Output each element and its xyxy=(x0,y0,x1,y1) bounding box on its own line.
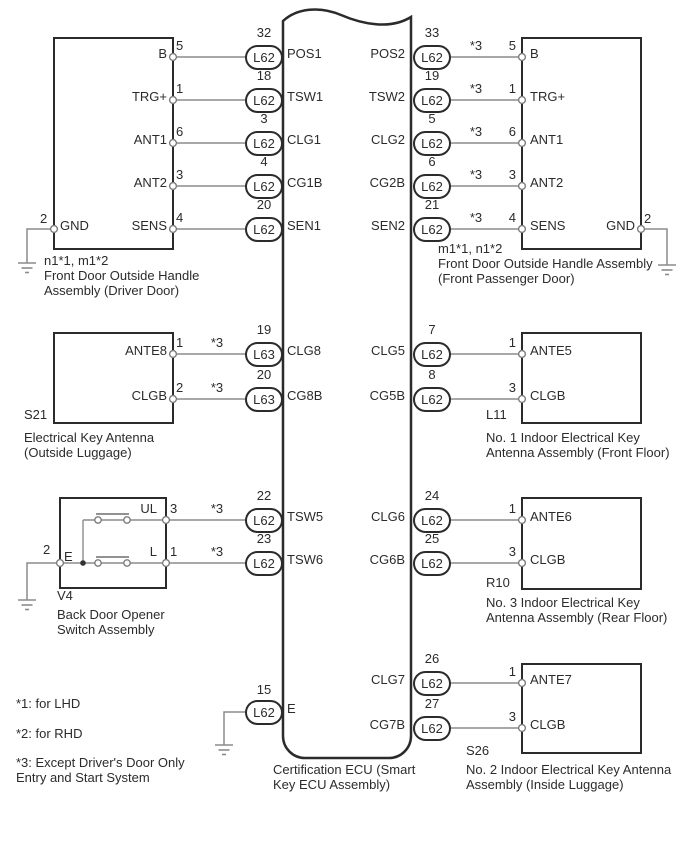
ecu-signal: CLG7 xyxy=(371,672,405,687)
connector-pin-number: 21 xyxy=(424,197,440,212)
terminal-label: ANT1 xyxy=(133,132,167,147)
ecu-signal: CG5B xyxy=(369,388,405,403)
connector-pin-number: 20 xyxy=(256,367,272,382)
connector-oval: L62 xyxy=(413,217,451,242)
terminal-number: 3 xyxy=(508,709,516,724)
caption-line: No. 3 Indoor Electrical Key xyxy=(486,595,640,610)
ecu-signal: CG2B xyxy=(369,175,405,190)
terminal-number: 3 xyxy=(508,544,516,559)
r10-caption xyxy=(486,595,667,625)
terminal-number: 3 xyxy=(170,501,178,516)
connector-pin-number: 7 xyxy=(428,322,436,337)
connector-pin-number: 26 xyxy=(424,651,440,666)
connector-pin-number: 24 xyxy=(424,488,440,503)
l11-caption xyxy=(486,430,670,460)
terminal-number: 3 xyxy=(508,167,516,182)
terminal-label: L xyxy=(149,544,157,559)
wire-note: *3 xyxy=(210,501,224,516)
footnote-rhd: *2: for RHD xyxy=(16,726,83,741)
footnote-lhd: *1: for LHD xyxy=(16,696,81,711)
wire-note: *3 xyxy=(210,544,224,559)
connector-pin-number: 27 xyxy=(424,696,440,711)
connector-oval: L62 xyxy=(413,508,451,533)
connector-pin-number: 18 xyxy=(256,68,272,83)
terminal-label: E xyxy=(64,549,73,564)
caption-line: m1*1, n1*2 xyxy=(438,241,503,256)
caption-line: Assembly (Inside Luggage) xyxy=(466,777,624,792)
terminal-number: 2 xyxy=(43,542,51,557)
caption-line: Assembly (Driver Door) xyxy=(44,283,180,298)
connector-oval: L63 xyxy=(245,387,283,412)
caption-line: n1*1, m1*2 xyxy=(44,253,109,268)
ecu-signal: CG7B xyxy=(369,717,405,732)
terminal-number: 1 xyxy=(508,335,516,350)
terminal-label: CLGB xyxy=(530,552,566,567)
wire-note: *3 xyxy=(469,124,483,139)
terminal-number: 1 xyxy=(508,664,516,679)
connector-oval: L62 xyxy=(245,45,283,70)
caption-line: Front Door Outside Handle xyxy=(44,268,200,283)
terminal-number: 2 xyxy=(40,211,48,226)
wire-note: *3 xyxy=(469,81,483,96)
ground-symbol xyxy=(215,745,233,755)
terminal-label: ANT2 xyxy=(133,175,167,190)
terminal-label: TRG+ xyxy=(530,89,566,104)
connector-pin-number: 25 xyxy=(424,531,440,546)
terminal-number: 1 xyxy=(176,81,184,96)
terminal-label: B xyxy=(530,46,539,61)
connector-oval: L62 xyxy=(413,45,451,70)
ecu-signal: CLG8 xyxy=(287,343,321,358)
connector-pin-number: 8 xyxy=(428,367,436,382)
terminal-number: 1 xyxy=(170,544,178,559)
connector-oval: L62 xyxy=(245,508,283,533)
connector-oval: L62 xyxy=(245,88,283,113)
terminal-number: 4 xyxy=(176,210,184,225)
caption-line: Antenna Assembly (Front Floor) xyxy=(486,445,670,460)
connector-pin-number: 4 xyxy=(260,154,268,169)
caption-line: (Outside Luggage) xyxy=(24,445,132,460)
connector-oval: L62 xyxy=(245,174,283,199)
ecu-signal: CLG6 xyxy=(371,509,405,524)
terminal-number: 1 xyxy=(176,335,184,350)
ecu-signal: POS2 xyxy=(370,46,405,61)
wire-note: *3 xyxy=(210,335,224,350)
driver-handle-caption xyxy=(44,253,199,298)
terminal-number: 1 xyxy=(508,81,516,96)
terminal-label: SENS xyxy=(530,218,566,233)
connector-oval: L62 xyxy=(245,700,283,725)
connector-oval: L62 xyxy=(245,551,283,576)
connector-pin-number: 19 xyxy=(424,68,440,83)
connector-oval: L62 xyxy=(413,551,451,576)
terminal-label: ANTE5 xyxy=(530,343,572,358)
connector-pin-number: 33 xyxy=(424,25,440,40)
connector-pin-number: 5 xyxy=(428,111,436,126)
ecu-signal: TSW5 xyxy=(287,509,324,524)
terminal-label: CLGB xyxy=(530,388,566,403)
wire-note: *3 xyxy=(469,38,483,53)
ecu-signal: CLG5 xyxy=(371,343,405,358)
ecu-signal: CLG2 xyxy=(371,132,405,147)
connector-pin-number: 15 xyxy=(256,682,272,697)
connector-oval: L62 xyxy=(413,174,451,199)
ecu-signal: CG1B xyxy=(287,175,323,190)
terminal-label: ANTE6 xyxy=(530,509,572,524)
s21-caption xyxy=(24,430,154,460)
caption-line: Front Door Outside Handle Assembly xyxy=(438,256,653,271)
terminal-number: 3 xyxy=(176,167,184,182)
ecu-signal: CLG1 xyxy=(287,132,321,147)
connector-pin-number: 23 xyxy=(256,531,272,546)
connector-oval: L62 xyxy=(413,88,451,113)
connector-pin-number: 6 xyxy=(428,154,436,169)
s26-caption xyxy=(466,762,671,792)
ecu-signal: SEN1 xyxy=(287,218,321,233)
terminal-label: GND xyxy=(60,218,89,233)
connector-pin-number: 22 xyxy=(256,488,272,503)
terminal-number: 2 xyxy=(176,380,184,395)
wire-note: *3 xyxy=(469,210,483,225)
ecu-signal: SEN2 xyxy=(371,218,405,233)
ecu-signal: CG6B xyxy=(369,552,405,567)
connector-pin-number: 32 xyxy=(256,25,272,40)
terminal-label: TRG+ xyxy=(131,89,167,104)
caption-line: Electrical Key Antenna xyxy=(24,430,155,445)
junction-dot xyxy=(80,560,86,566)
v4-caption xyxy=(57,607,165,637)
caption-line: Switch Assembly xyxy=(57,622,155,637)
connector-oval: L62 xyxy=(413,671,451,696)
connector-oval: L62 xyxy=(413,387,451,412)
ground-symbol xyxy=(18,263,36,273)
wire-note: *3 xyxy=(469,167,483,182)
terminal-label: GND xyxy=(606,218,635,233)
caption-line: Certification ECU (Smart xyxy=(273,762,416,777)
connector-oval: L62 xyxy=(413,716,451,741)
passenger-handle-caption xyxy=(438,241,653,286)
ecu-outline xyxy=(283,9,411,758)
caption-line: *3: Except Driver's Door Only xyxy=(16,755,185,770)
ecu-signal: CG8B xyxy=(287,388,323,403)
terminal-label: CLGB xyxy=(530,717,566,732)
caption-line: (Front Passenger Door) xyxy=(438,271,575,286)
component-code: S26 xyxy=(466,743,490,758)
terminal-label: ANT2 xyxy=(530,175,564,190)
connector-oval: L62 xyxy=(245,131,283,156)
caption-line: Antenna Assembly (Rear Floor) xyxy=(486,610,668,625)
ground-symbol xyxy=(658,265,676,275)
terminal-number: 6 xyxy=(176,124,184,139)
connector-pin-number: 19 xyxy=(256,322,272,337)
component-code: V4 xyxy=(57,588,73,603)
terminal-label: B xyxy=(158,46,167,61)
connector-oval: L62 xyxy=(413,131,451,156)
caption-line: No. 1 Indoor Electrical Key xyxy=(486,430,640,445)
terminal-number: 2 xyxy=(644,211,652,226)
terminal-label: ANTE7 xyxy=(530,672,572,687)
caption-line: No. 2 Indoor Electrical Key Antenna xyxy=(466,762,672,777)
terminal-number: 5 xyxy=(176,38,184,53)
footnote-except xyxy=(16,755,185,785)
ecu-signal: TSW6 xyxy=(287,552,324,567)
caption-line: Back Door Opener xyxy=(57,607,165,622)
component-code: L11 xyxy=(486,407,507,422)
terminal-number: 1 xyxy=(508,501,516,516)
connector-oval: L63 xyxy=(245,342,283,367)
ecu-signal: TSW1 xyxy=(287,89,324,104)
terminal-number: 3 xyxy=(508,380,516,395)
terminal-label: ANT1 xyxy=(530,132,564,147)
connector-oval: L62 xyxy=(413,342,451,367)
terminal-label: SENS xyxy=(131,218,167,233)
wire-note: *3 xyxy=(210,380,224,395)
ground-symbol xyxy=(18,600,36,610)
ecu-caption xyxy=(273,762,415,792)
ecu-signal: TSW2 xyxy=(368,89,405,104)
caption-line: Key ECU Assembly) xyxy=(273,777,391,792)
component-code: S21 xyxy=(24,407,48,422)
connector-oval: L62 xyxy=(245,217,283,242)
terminal-label: UL xyxy=(140,501,157,516)
connector-pin-number: 3 xyxy=(260,111,268,126)
terminal-number: 4 xyxy=(508,210,516,225)
terminal-number: 6 xyxy=(508,124,516,139)
component-code: R10 xyxy=(486,575,510,590)
terminal-label: CLGB xyxy=(131,388,167,403)
terminal-label: ANTE8 xyxy=(125,343,167,358)
terminal-number: 5 xyxy=(508,38,516,53)
caption-line: Entry and Start System xyxy=(16,770,150,785)
connector-pin-number: 20 xyxy=(256,197,272,212)
ecu-signal: POS1 xyxy=(287,46,322,61)
ecu-signal: E xyxy=(287,701,296,716)
